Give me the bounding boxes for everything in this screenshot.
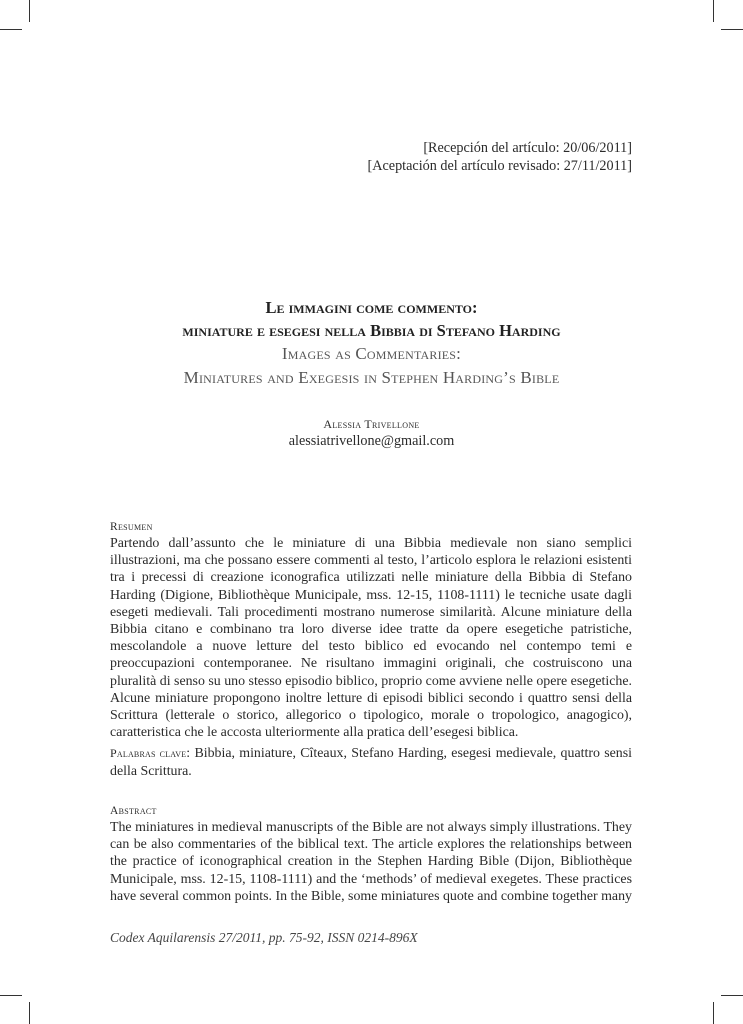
received-date: [Recepción del artículo: 20/06/2011]	[423, 140, 632, 156]
crop-mark-top-right-vertical	[713, 0, 714, 22]
title-italian-line-1: Le immagini come commento:	[265, 298, 478, 317]
author-name: Alessia Trivellone	[323, 417, 420, 431]
title-english-line-1: Images as Commentaries:	[281, 344, 462, 363]
abstract-heading: Abstract	[110, 805, 157, 817]
author-email[interactable]: alessiatrivellone@gmail.com	[288, 433, 455, 449]
accepted-date: [Aceptación del artículo revisado: 27/11/2011]	[367, 158, 632, 174]
author-block	[0, 416, 743, 450]
title-english-line-2: Miniatures and Exegesis in Stephen Harding’s Bible	[183, 368, 560, 387]
crop-mark-top-right-horizontal	[721, 29, 743, 30]
crop-mark-top-left-vertical	[29, 0, 30, 22]
crop-mark-bottom-right-horizontal	[721, 995, 743, 996]
crop-mark-top-left-horizontal	[0, 29, 22, 30]
resumen-heading: Resumen	[110, 521, 153, 533]
keywords-text: Bibbia, miniature, Cîteaux, Stefano Harding, esegesi medievale, quattro sensi della Scrittura.	[110, 746, 632, 779]
resumen-text: Partendo dall’assunto che le miniature di una Bibbia medievale non siano semplici illustrazioni, ma che possano essere commenti al testo, l’articolo esplora le relazioni esistenti tra i precessi di creazione iconografica utilizzati nelle miniature della Bibbia di Stefano Harding (Digione, Bibliothèque Municipale, mss. 12-15, 1108-1111) le tecniche usate dagli esegeti medievali. Tali procedimenti mostrano numerose similarità. Alcune miniature della Bibbia citano e combinano tra loro diverse idee tratte da opere esegetiche patristiche, mescolandole a nuove letture del testo biblico ed evocando nel contempo temi e preoccupazioni contemporanee. Ne risultano immagini originali, che costruiscono una pluralità di senso su uno stesso episodio biblico, proprio come avviene nelle opere esegetiche. Alcune miniature propongono inoltre letture di episodi biblici secondo i quattro sensi della Scrittura (letterale o storico, allegorico o tipologico, morale o tropologico, anagogico), caratteristica che le accosta ulteriormente alla pratica dell’esegesi biblica.	[110, 536, 632, 741]
abstract-text: The miniatures in medieval manuscripts of the Bible are not always simply illustrations. They can be also commentaries of the biblical text. The article explores the relationships between the practice of iconographical creation in the Stephen Harding Bible (Dijon, Bibliothèque Municipale, mss. 12-15, 1108-1111) and the ‘methods’ of medieval exegetes. These practices have several common points. In the Bible, some miniatures quote and combine together many	[110, 820, 632, 904]
keywords-label: Palabras clave	[110, 746, 187, 761]
title-italian-line-2: miniature e esegesi nella Bibbia di Stefano Harding	[182, 321, 561, 340]
crop-mark-bottom-left-horizontal	[0, 995, 22, 996]
article-title-block	[0, 296, 743, 390]
article-dates	[368, 139, 632, 175]
abstract-section	[110, 803, 632, 905]
journal-citation: Codex Aquilarensis 27/2011, pp. 75-92, ISSN 0214-896X	[110, 930, 418, 945]
crop-mark-bottom-left-vertical	[29, 1002, 30, 1024]
crop-mark-bottom-right-vertical	[713, 1002, 714, 1024]
keywords-paragraph: Palabras clave: Bibbia, miniature, Cîteaux, Stefano Harding, esegesi medievale, quattro sensi della Scrittura.	[110, 746, 632, 779]
resumen-section	[110, 519, 632, 780]
